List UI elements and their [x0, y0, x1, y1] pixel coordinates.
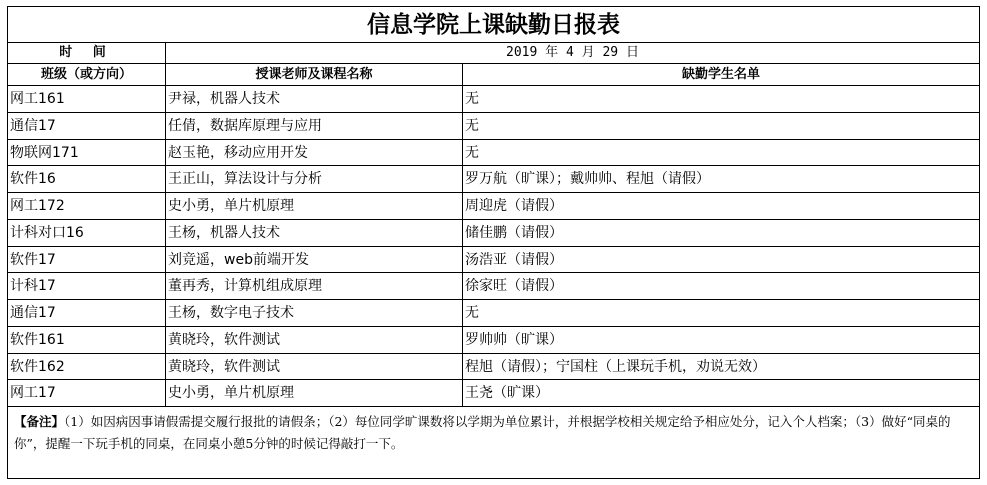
class-cell: 软件161 [8, 327, 166, 353]
teacher-course-cell: 王杨，数字电子技术 [166, 300, 463, 326]
table-row [8, 327, 979, 354]
class-cell: 物联网171 [8, 140, 166, 166]
teacher-course-cell: 尹禄，机器人技术 [166, 86, 463, 112]
teacher-course-cell: 王杨，机器人技术 [166, 220, 463, 246]
header-class: 班级（或方向） [8, 64, 166, 85]
class-cell: 网工161 [8, 86, 166, 112]
table-row [8, 380, 979, 407]
absent-cell: 储佳鹏（请假） [465, 224, 563, 241]
absent-cell: 周迎虎（请假） [465, 198, 563, 214]
teacher-course-cell: 赵玉艳，移动应用开发 [166, 140, 463, 166]
class-cell: 网工17 [8, 380, 166, 406]
time-label: 时 间 [8, 43, 166, 63]
attendance-report-sheet [7, 6, 980, 479]
class-cell: 软件16 [8, 166, 166, 192]
absent-cell: 罗帅帅（旷课） [465, 331, 563, 348]
teacher-course-cell: 黄晓玲，软件测试 [166, 327, 463, 353]
absent-cell: 无 [465, 117, 479, 134]
class-cell: 计科17 [8, 273, 166, 299]
remarks [8, 407, 979, 455]
teacher-course-cell: 任倩，数据库原理与应用 [166, 113, 463, 139]
teacher-course-cell: 史小勇，单片机原理 [166, 380, 463, 406]
table-row [8, 247, 979, 274]
teacher-course-cell: 王正山，算法设计与分析 [166, 166, 463, 192]
class-cell: 计科对口16 [8, 220, 166, 246]
header-absent: 缺勤学生名单 [681, 67, 760, 82]
teacher-course-cell: 刘竞遥，web前端开发 [166, 247, 463, 273]
class-cell: 软件17 [8, 247, 166, 273]
remarks-label: 【备注】 [14, 414, 65, 429]
teacher-course-cell: 黄晓玲，软件测试 [166, 354, 463, 380]
table-row [8, 273, 979, 300]
table-row [8, 140, 979, 167]
absent-cell: 罗万航（旷课）；戴帅帅、程旭（请假） [465, 171, 710, 188]
table-row [8, 86, 979, 113]
absent-cell: 无 [465, 144, 479, 161]
class-cell: 通信17 [8, 300, 166, 326]
teacher-course-cell: 史小勇，单片机原理 [166, 193, 463, 219]
table-row [8, 354, 979, 381]
table-row [8, 300, 979, 327]
table-header [8, 64, 979, 86]
absent-cell: 汤浩亚（请假） [465, 251, 563, 268]
absent-cell: 徐家旺（请假） [465, 278, 563, 295]
table-row [8, 166, 979, 193]
absent-cell: 王尧（旷课） [465, 385, 549, 402]
absent-cell: 无 [465, 305, 479, 321]
class-cell: 网工172 [8, 193, 166, 219]
table-row [8, 113, 979, 140]
report-title: 信息学院上课缺勤日报表 [8, 7, 979, 43]
class-cell: 通信17 [8, 113, 166, 139]
absent-cell: 程旭（请假）；宁国柱（上课玩手机，劝说无效） [465, 358, 766, 375]
class-cell: 软件162 [8, 354, 166, 380]
teacher-course-cell: 董再秀，计算机组成原理 [166, 273, 463, 299]
table-row [8, 220, 979, 247]
report-date: 2019 年 4 月 29 日 [506, 45, 639, 60]
time-row [8, 43, 979, 64]
header-teacher-course: 授课老师及课程名称 [166, 64, 463, 85]
table-row [8, 193, 979, 220]
remarks-text: （1）如因病因事请假需提交履行报批的请假条；（2）每位同学旷课数将以学期为单位累计，并根据学校相关规定给予相应处分，记入个人档案；（3）做好“同桌的你”，提醒一下玩手机的同桌，在同桌小憩5分钟的时候记得敲打一下。 [14, 414, 951, 451]
absent-cell: 无 [465, 91, 479, 107]
